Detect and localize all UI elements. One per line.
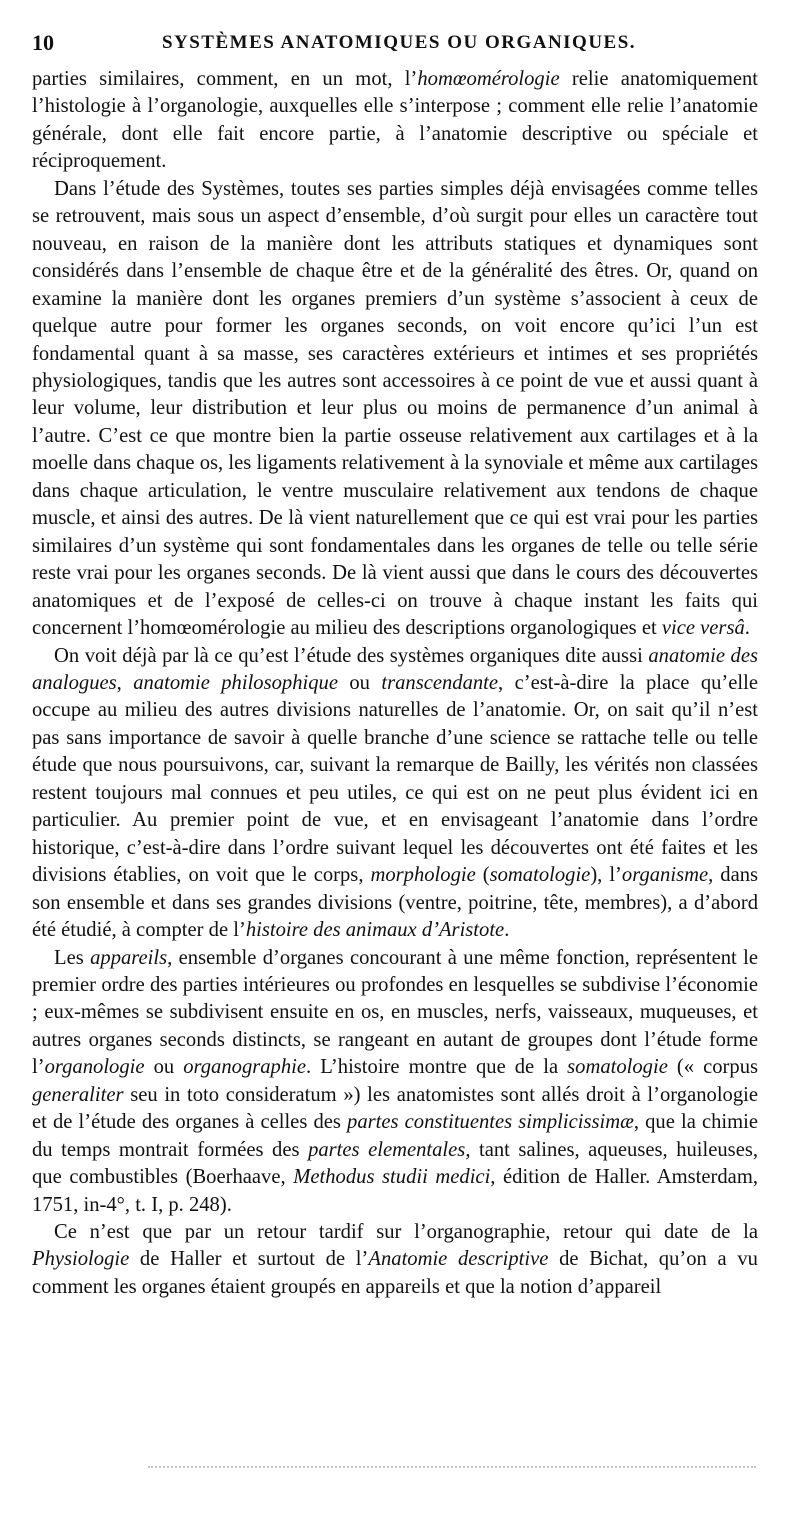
text-run: ( [475, 864, 490, 887]
italic-run: somatologie [489, 864, 591, 887]
page-number: 10 [32, 30, 54, 55]
paragraph-2 [32, 176, 758, 643]
paragraph-3 [32, 643, 758, 945]
italic-run: anatomie des analogues [32, 644, 758, 694]
italic-run: transcendante [381, 671, 499, 694]
paragraph-5 [32, 1219, 758, 1301]
text-run: , ensemble d’organes concourant à une même fonction, représentent le premier ordre des parties intérieures ou profondes en lesquelles se subdivise l’économie ; eux-mêmes se subdivisent ensuite en os, en muscles, nerfs, vaisseaux, muqueuses, et autres organes seconds distincts, se rangeant en autant de groupes dont l’étude forme l’ [32, 946, 758, 1079]
text-run: . L’histoire montre que de la [306, 1056, 568, 1079]
text-run: parties similaires, comment, en un mot, l’ [32, 68, 418, 90]
italic-run: partes elementales [308, 1138, 466, 1161]
text-run: ou [337, 671, 382, 694]
italic-run: appareils [90, 946, 168, 969]
text-run: , édition de Haller. Amsterdam, 1751, in-4°, t. I, p. 248). [32, 1166, 758, 1216]
page-header [32, 30, 766, 60]
text-run: Dans l’étude des Systèmes, toutes ses parties simples déjà envisagées comme telles se retrouvent, mais sous un aspect d’ensemble, d’où surgit pour elles un caractère tout nouveau, en raison de la manière dont les attributs statiques et dynamiques sont considérés dans l’ensemble de chaque être et de la généralité des êtres. Or, quand on examine la manière dont les organes premiers d’un système s’associent à ceux de quelque autre pour former les organes seconds, on voit encore qu’ici l’un est fondamental quant à sa masse, ses caractères extérieurs et intimes et ses propriétés physiologiques, tandis que les autres sont accessoires à ce point de vue et aussi quant à leur volume, leur distribution et leur plus ou moins de permanence d’un animal à l’autre. C’est ce que montre bien la partie osseuse relativement aux cartilages et à la moelle dans chaque os, les ligaments relativement à la synoviale et même aux cartilages dans chaque articulation, le ventre musculaire relativement aux tendons de chaque muscle, et ainsi des autres. De là vient naturellement que ce qui est vrai pour les parties similaires d’un système qui sont fondamentales dans les organes de telle ou telle série reste vrai pour les organes seconds. De là vient aussi que dans le cours des découvertes anatomiques et de l’exposé de celles-ci on trouve à chaque instant les faits qui concernent l’homœomérologie au milieu des descriptions organologiques et [32, 177, 758, 640]
text-run: . [744, 617, 750, 640]
italic-run: organisme [621, 864, 709, 887]
text-run: , tant salines, aqueuses, huileuses, que combustibles (Boerhaave, [32, 1138, 758, 1189]
text-run: . [504, 919, 510, 942]
text-run: ou [144, 1056, 184, 1079]
text-run: , que la chimie du temps montrait formées des [32, 1111, 759, 1161]
italic-run: Anatomie descriptive [368, 1248, 549, 1271]
italic-run: anatomie philosophique [133, 671, 338, 694]
paragraph-4 [32, 945, 758, 1220]
text-run: , c’est-à-dire la place qu’elle occupe au milieu des autres divisions naturelles de l’anatomie. Or, on sait qu’il n’est pas sans importance de savoir à quelle branche d’une science se rattache telle ou telle étude que nous poursuivons, car, suivant la remarque de Bailly, les vérités non classées restent toujours mal connues et peu utiles, ce qui est on ne peut plus évident ici en particulier. Au premier point de vue, et en envisageant l’anatomie dans l’ordre historique, c’est-à-dire dans l’ordre suivant lequel les découvertes ont été faites et les divisions établies, on voit que le corps, [32, 671, 759, 887]
italic-run: vice versâ [661, 617, 745, 640]
italic-run: Physiologie [32, 1248, 130, 1271]
bottom-rule [148, 1466, 756, 1474]
italic-run: generaliter [32, 1083, 124, 1106]
italic-run: somatologie [567, 1056, 668, 1079]
text-run: Ce n’est que par un retour tardif sur l’organographie, retour qui date de la [54, 1221, 758, 1244]
italic-run: homœomérologie [417, 68, 560, 90]
running-title: SYSTÈMES ANATOMIQUES OU ORGANIQUES. [161, 32, 637, 53]
italic-run: organologie [44, 1056, 145, 1079]
italic-run: partes constituentes simplicissimæ [347, 1111, 634, 1134]
paragraph-1 [32, 66, 758, 176]
text-run: (« corpus [667, 1056, 758, 1079]
text-run: relie anatomiquement l’histologie à l’organologie, auxquelles elle s’interpose ; comment elle relie l’anatomie générale, dont elle fait encore partie, à l’anatomie descriptive ou spéciale et réciproquement. [32, 68, 758, 173]
italic-run: histoire des animaux d’Aristote [245, 919, 505, 942]
text-run: de Bichat, qu’on a vu comment les organes étaient groupés en appareils et que la notion d’appareil [32, 1248, 758, 1298]
text-run: On voit déjà par là ce qu’est l’étude des systèmes organiques dite aussi [54, 644, 649, 667]
text-run: Les [54, 946, 91, 969]
text-run: , dans son ensemble et dans ses grandes divisions (ventre, poitrine, tête, membres), a d’abord été étudié, à compter de l’ [32, 864, 759, 942]
text-run: ), l’ [590, 864, 622, 887]
italic-run: organographie [183, 1056, 307, 1079]
text-run: , [116, 671, 134, 694]
italic-run: Methodus studii medici [293, 1166, 491, 1189]
body-text [32, 66, 758, 1301]
italic-run: morphologie [370, 864, 476, 887]
text-run: seu in toto consideratum ») les anatomistes sont allés droit à l’organologie et de l’étude des organes à celles des [32, 1083, 758, 1134]
text-run: de Haller et surtout de l’ [129, 1248, 369, 1271]
